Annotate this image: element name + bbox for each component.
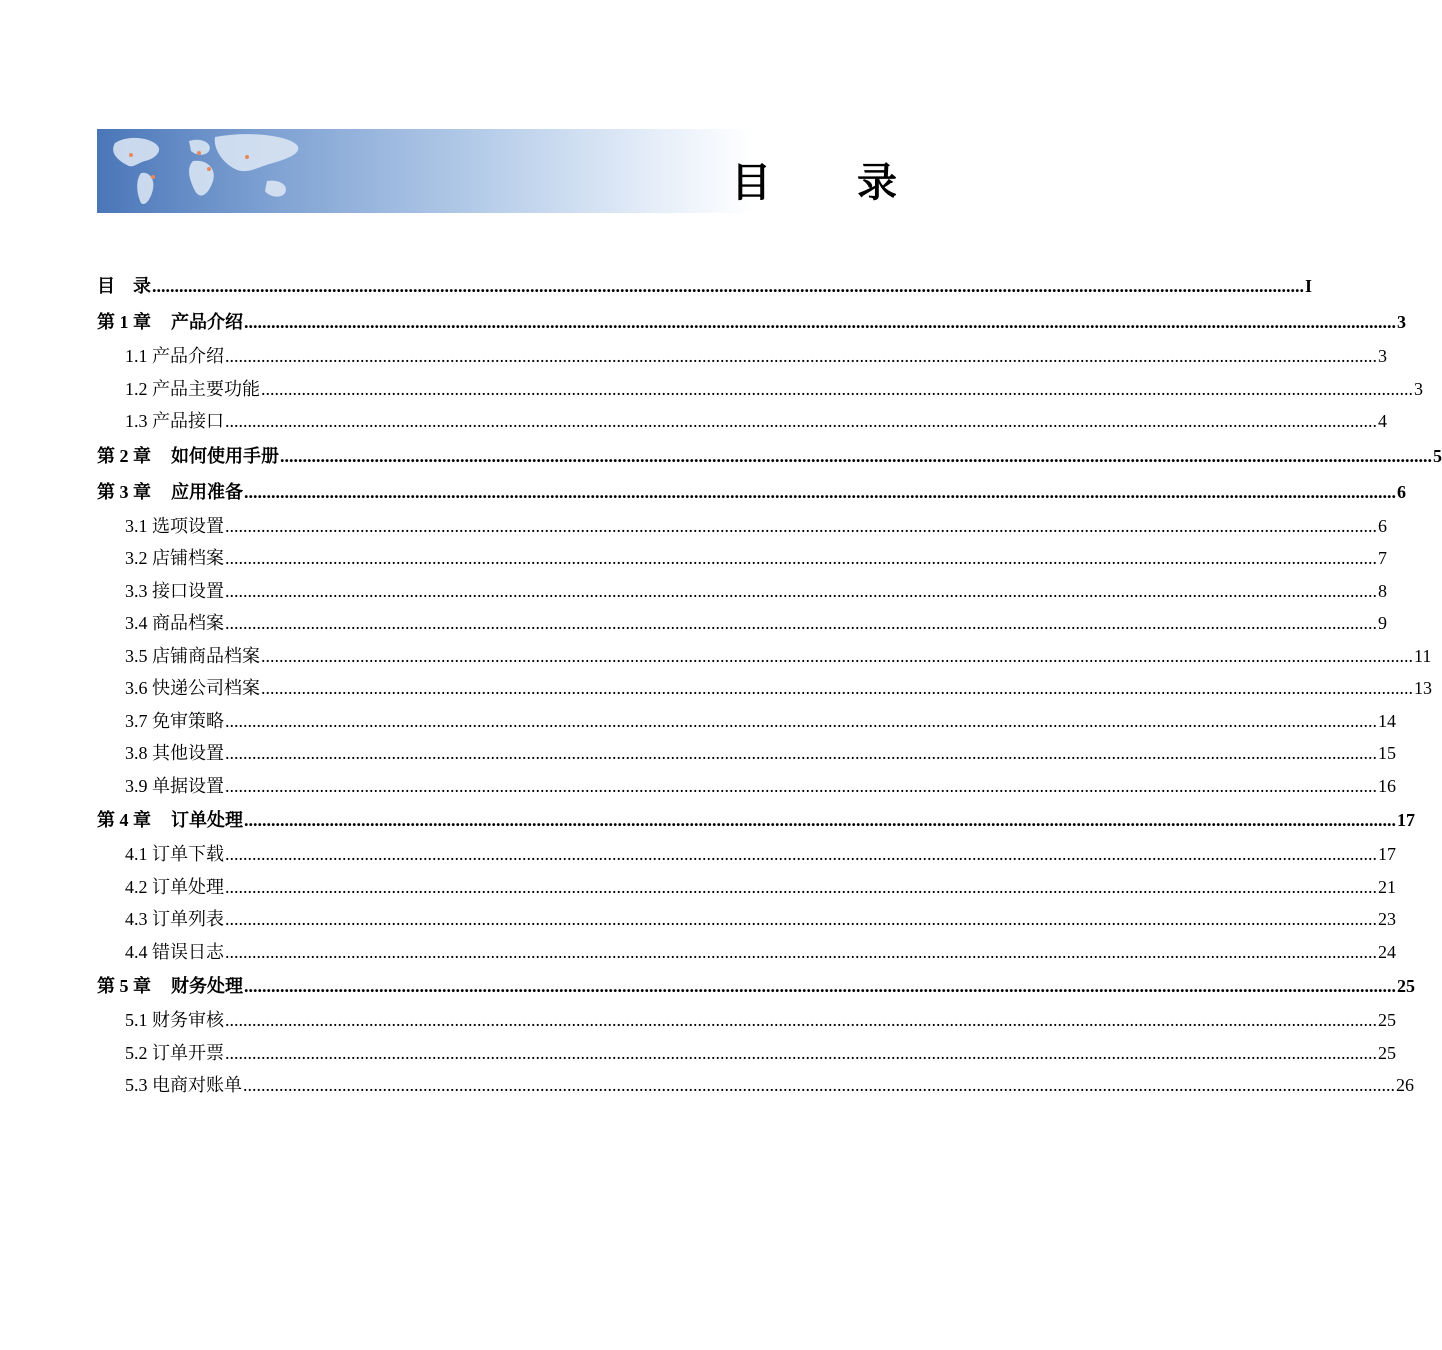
toc-dot-leader bbox=[244, 474, 1396, 510]
toc-page-number: 3 bbox=[1378, 346, 1387, 366]
toc-page-number: 13 bbox=[1414, 678, 1432, 698]
toc-section-entry[interactable] bbox=[97, 542, 1387, 575]
world-map-image bbox=[97, 129, 397, 213]
toc-chapter-entry[interactable] bbox=[97, 474, 1406, 510]
toc-dot-leader bbox=[225, 340, 1377, 373]
toc-section-entry[interactable] bbox=[97, 510, 1387, 543]
toc-page-number: 21 bbox=[1378, 876, 1396, 897]
toc-entry-label bbox=[125, 838, 224, 871]
toc-dot-leader bbox=[261, 640, 1413, 673]
toc-entry-text: 3.7 免审策略 bbox=[125, 710, 224, 731]
toc-entry-label bbox=[125, 510, 224, 543]
table-of-contents bbox=[97, 268, 1442, 1102]
toc-entry-label bbox=[125, 1069, 242, 1102]
toc-chapter-entry[interactable] bbox=[97, 304, 1406, 340]
toc-page-number: 25 bbox=[1378, 1042, 1396, 1063]
toc-entry-label bbox=[97, 268, 151, 304]
toc-entry-label bbox=[125, 705, 224, 738]
toc-dot-leader bbox=[261, 373, 1413, 406]
toc-entry-text: 3.5 店铺商品档案 bbox=[125, 645, 260, 666]
toc-dot-leader bbox=[243, 1069, 1395, 1102]
toc-page-number: 3 bbox=[1414, 378, 1423, 399]
toc-entry-label bbox=[97, 304, 243, 340]
toc-chapter-number: 第 3 章 bbox=[97, 481, 151, 502]
toc-entry-text: 3.6 快递公司档案 bbox=[125, 678, 260, 698]
toc-page-number: 3 bbox=[1397, 312, 1406, 332]
toc-entry-text: 3.1 选项设置 bbox=[125, 515, 224, 536]
toc-section-entry[interactable] bbox=[97, 640, 1432, 673]
toc-dot-leader bbox=[244, 968, 1396, 1004]
toc-entry-text: 3.9 单据设置 bbox=[125, 775, 224, 796]
toc-entry-text: 财务处理 bbox=[171, 976, 243, 996]
toc-section-entry[interactable] bbox=[97, 737, 1396, 770]
toc-chapter-entry[interactable] bbox=[97, 802, 1415, 838]
toc-chapter-entry[interactable] bbox=[97, 968, 1415, 1004]
toc-chapter-number: 第 4 章 bbox=[97, 810, 151, 830]
toc-page-number: 4 bbox=[1378, 411, 1387, 431]
toc-dot-leader bbox=[225, 903, 1377, 936]
toc-entry-text: 4.3 订单列表 bbox=[125, 909, 224, 929]
toc-entry-label bbox=[125, 871, 224, 904]
toc-dot-leader bbox=[225, 510, 1377, 543]
toc-chapter-number: 第 2 章 bbox=[97, 445, 151, 466]
toc-entry-text: 3.8 其他设置 bbox=[125, 743, 224, 763]
toc-entry-text: 如何使用手册 bbox=[171, 445, 279, 466]
header-banner bbox=[97, 129, 933, 213]
toc-entry-label bbox=[125, 903, 224, 936]
toc-dot-leader bbox=[225, 871, 1377, 904]
toc-dot-leader bbox=[225, 1037, 1377, 1070]
toc-dot-leader bbox=[225, 838, 1377, 871]
toc-dot-leader bbox=[225, 705, 1377, 738]
toc-entry-label bbox=[125, 575, 224, 608]
toc-page-number: 5 bbox=[1433, 445, 1442, 466]
toc-section-entry[interactable] bbox=[97, 405, 1387, 438]
page-title: 目 录 bbox=[731, 160, 933, 206]
toc-dot-leader bbox=[225, 542, 1377, 575]
toc-entry-text: 5.3 电商对账单 bbox=[125, 1075, 242, 1095]
toc-entry-text: 5.2 订单开票 bbox=[125, 1042, 224, 1063]
toc-dot-leader bbox=[261, 672, 1413, 705]
toc-dot-leader bbox=[152, 268, 1304, 304]
toc-entry-text: 目 录 bbox=[97, 276, 151, 296]
toc-page-number: 6 bbox=[1397, 481, 1406, 502]
toc-entry-text: 4.2 订单处理 bbox=[125, 876, 224, 897]
toc-chapter-entry[interactable] bbox=[97, 438, 1442, 474]
toc-dot-leader bbox=[244, 304, 1396, 340]
toc-entry-text: 1.3 产品接口 bbox=[125, 411, 224, 431]
toc-dot-leader bbox=[225, 575, 1377, 608]
toc-entry-label bbox=[125, 607, 224, 640]
toc-entry-text: 订单处理 bbox=[171, 810, 243, 830]
toc-entry-label bbox=[97, 438, 279, 474]
toc-entry-label bbox=[97, 968, 243, 1004]
toc-entry-text: 4.1 订单下载 bbox=[125, 844, 224, 864]
toc-section-entry[interactable] bbox=[97, 672, 1432, 705]
toc-dot-leader bbox=[225, 607, 1377, 640]
toc-dot-leader bbox=[225, 936, 1377, 969]
toc-entry-label bbox=[125, 405, 224, 438]
toc-entry-label bbox=[125, 672, 260, 705]
toc-entry-text: 4.4 错误日志 bbox=[125, 941, 224, 962]
toc-entry-label bbox=[125, 737, 224, 770]
toc-section-entry[interactable] bbox=[97, 936, 1396, 969]
toc-entry-label bbox=[125, 340, 224, 373]
toc-entry-text: 3.3 接口设置 bbox=[125, 580, 224, 601]
toc-page-number: 11 bbox=[1414, 645, 1432, 666]
toc-entry-label bbox=[97, 474, 243, 510]
toc-entry-text: 1.2 产品主要功能 bbox=[125, 378, 260, 399]
toc-section-entry[interactable] bbox=[97, 770, 1396, 803]
toc-page-number: 8 bbox=[1378, 580, 1387, 601]
toc-dot-leader bbox=[244, 802, 1396, 838]
toc-page-number: 23 bbox=[1378, 909, 1396, 929]
toc-page-number: 25 bbox=[1397, 976, 1415, 996]
toc-page-number: 7 bbox=[1378, 548, 1387, 568]
toc-entry-label bbox=[125, 1037, 224, 1070]
toc-section-entry[interactable] bbox=[97, 575, 1387, 608]
toc-section-entry[interactable] bbox=[97, 1037, 1396, 1070]
toc-page-number: I bbox=[1305, 276, 1313, 296]
toc-entry-label bbox=[97, 802, 243, 838]
toc-dot-leader bbox=[280, 438, 1432, 474]
toc-entry-text: 5.1 财务审核 bbox=[125, 1010, 224, 1030]
toc-entry-text: 产品介绍 bbox=[171, 312, 243, 332]
toc-entry-text: 1.1 产品介绍 bbox=[125, 346, 224, 366]
toc-entry-label bbox=[125, 770, 224, 803]
toc-page-number: 9 bbox=[1378, 613, 1387, 633]
toc-section-entry[interactable] bbox=[97, 705, 1396, 738]
toc-chapter-entry[interactable] bbox=[97, 268, 1313, 304]
toc-page-number: 24 bbox=[1378, 941, 1396, 962]
toc-entry-label bbox=[125, 542, 224, 575]
toc-section-entry[interactable] bbox=[97, 607, 1387, 640]
toc-dot-leader bbox=[225, 737, 1377, 770]
toc-chapter-number: 第 1 章 bbox=[97, 312, 151, 332]
toc-entry-label bbox=[125, 1004, 224, 1037]
toc-entry-label bbox=[125, 373, 260, 406]
toc-page-number: 25 bbox=[1378, 1010, 1396, 1030]
toc-section-entry[interactable] bbox=[97, 373, 1423, 406]
toc-chapter-number: 第 5 章 bbox=[97, 976, 151, 996]
toc-section-entry[interactable] bbox=[97, 1069, 1414, 1102]
toc-section-entry[interactable] bbox=[97, 340, 1387, 373]
toc-section-entry[interactable] bbox=[97, 903, 1396, 936]
toc-entry-text: 应用准备 bbox=[171, 481, 243, 502]
toc-page-number: 6 bbox=[1378, 515, 1387, 536]
toc-page-number: 16 bbox=[1378, 775, 1396, 796]
toc-section-entry[interactable] bbox=[97, 871, 1396, 904]
toc-dot-leader bbox=[225, 770, 1377, 803]
toc-section-entry[interactable] bbox=[97, 838, 1396, 871]
toc-section-entry[interactable] bbox=[97, 1004, 1396, 1037]
toc-page-number: 17 bbox=[1378, 844, 1396, 864]
toc-entry-label bbox=[125, 936, 224, 969]
toc-page-number: 14 bbox=[1378, 710, 1396, 731]
toc-entry-text: 3.2 店铺档案 bbox=[125, 548, 224, 568]
toc-entry-text: 3.4 商品档案 bbox=[125, 613, 224, 633]
toc-page-number: 26 bbox=[1396, 1075, 1414, 1095]
toc-dot-leader bbox=[225, 1004, 1377, 1037]
toc-entry-label bbox=[125, 640, 260, 673]
toc-page-number: 17 bbox=[1397, 810, 1415, 830]
toc-page-number: 15 bbox=[1378, 743, 1396, 763]
toc-dot-leader bbox=[225, 405, 1377, 438]
